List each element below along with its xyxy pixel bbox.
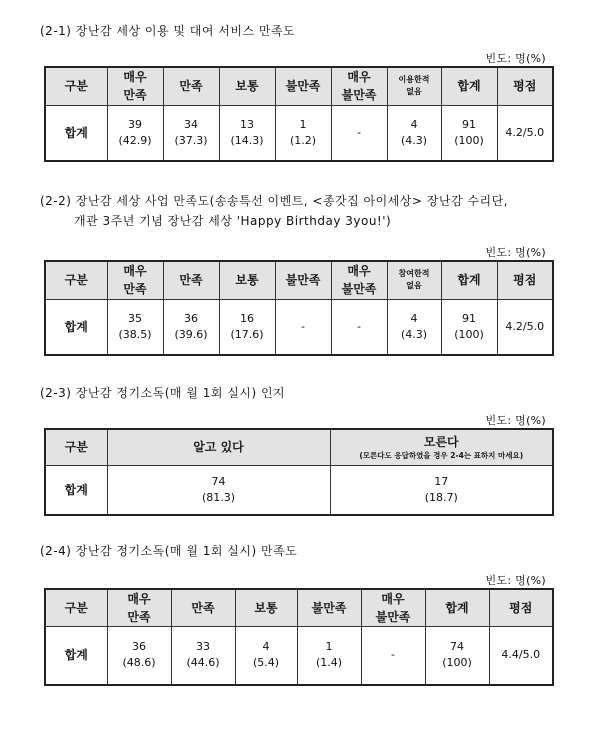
data-cell: 36 (39.6) [163,299,219,355]
table-row [45,105,553,161]
header-cell-never-used: 이용한적 없음 [387,67,441,105]
header-cell-total: 합계 [425,589,489,627]
header-cell-rating: 평점 [497,67,553,105]
header-cell-category: 구분 [45,429,107,465]
data-cell-rating: 4.2/5.0 [497,299,553,355]
header-cell-rating: 평점 [497,261,553,299]
data-cell: 33 (44.6) [171,627,235,685]
section-title-2-1: (2-1) 장난감 세상 이용 및 대여 서비스 만족도 [40,24,296,38]
data-cell: 17 (18.7) [330,465,553,515]
data-cell: 16 (17.6) [219,299,275,355]
data-cell: 4 (5.4) [235,627,297,685]
data-cell: - [275,299,331,355]
data-cell: 91 (100) [441,105,497,161]
header-cell-total: 합계 [441,261,497,299]
unit-label-2-2: 빈도: 명(%) [485,246,546,259]
header-cell-dissatisfied: 불만족 [297,589,361,627]
data-cell: 1 (1.4) [297,627,361,685]
data-cell: 34 (37.3) [163,105,219,161]
table-row [45,627,553,685]
section-title-2-2: (2-2) 장난감 세상 사업 만족도(송송특선 이벤트, <종갓집 아이세상> 장난감 수리단, [40,194,508,208]
header-row [45,67,553,105]
data-cell-rating: 4.4/5.0 [489,627,553,685]
data-cell: - [331,105,387,161]
header-cell-very-satisfied: 매우 만족 [107,67,163,105]
data-cell: 1 (1.2) [275,105,331,161]
table-2-2 [44,260,554,356]
header-cell-very-dissatisfied: 매우 불만족 [361,589,425,627]
header-cell-unaware: 모른다 (모른다도 응답하였을 경우 2-4는 표하지 마세요) [330,429,553,465]
data-cell: 74 (100) [425,627,489,685]
header-cell-category: 구분 [45,67,107,105]
data-cell: 35 (38.5) [107,299,163,355]
header-cell-neutral: 보통 [235,589,297,627]
row-label-total: 합계 [45,627,107,685]
header-cell-very-satisfied: 매우 만족 [107,261,163,299]
header-cell-dissatisfied: 불만족 [275,67,331,105]
section-title-2-4: (2-4) 장난감 정기소독(매 월 1회 실시) 만족도 [40,544,298,558]
header-cell-category: 구분 [45,261,107,299]
data-cell: 4 (4.3) [387,299,441,355]
section-title-2-3: (2-3) 장난감 정기소독(매 월 1회 실시) 인지 [40,386,286,400]
data-cell: 74 (81.3) [107,465,330,515]
header-cell-category: 구분 [45,589,107,627]
table-row [45,465,553,515]
table-2-3 [44,428,554,516]
header-cell-neutral: 보통 [219,261,275,299]
data-cell-rating: 4.2/5.0 [497,105,553,161]
unit-label-2-1: 빈도: 명(%) [485,52,546,65]
header-cell-dissatisfied: 불만족 [275,261,331,299]
header-cell-very-dissatisfied: 매우 불만족 [331,261,387,299]
data-cell: 13 (14.3) [219,105,275,161]
row-label-total: 합계 [45,105,107,161]
header-cell-neutral: 보통 [219,67,275,105]
header-row [45,589,553,627]
row-label-total: 합계 [45,299,107,355]
header-cell-rating: 평점 [489,589,553,627]
section-title-2-2-line2: 개관 3주년 기념 장난감 세상 'Happy Birthday 3you!') [74,214,392,228]
header-cell-very-dissatisfied: 매우 불만족 [331,67,387,105]
data-cell: 39 (42.9) [107,105,163,161]
data-cell: 36 (48.6) [107,627,171,685]
header-cell-satisfied: 만족 [171,589,235,627]
data-cell: - [361,627,425,685]
data-cell: - [331,299,387,355]
header-cell-aware: 알고 있다 [107,429,330,465]
header-row [45,429,553,465]
table-2-4 [44,588,554,686]
header-cell-never-participated: 참여한적 없음 [387,261,441,299]
data-cell: 4 (4.3) [387,105,441,161]
row-label-total: 합계 [45,465,107,515]
data-cell: 91 (100) [441,299,497,355]
header-cell-total: 합계 [441,67,497,105]
table-2-1 [44,66,554,162]
unit-label-2-3: 빈도: 명(%) [485,414,546,427]
header-cell-satisfied: 만족 [163,67,219,105]
unaware-note: (모른다도 응답하였을 경우 2-4는 표하지 마세요) [359,451,524,461]
header-cell-satisfied: 만족 [163,261,219,299]
header-cell-very-satisfied: 매우 만족 [107,589,171,627]
unit-label-2-4: 빈도: 명(%) [485,574,546,587]
table-row [45,299,553,355]
header-row [45,261,553,299]
